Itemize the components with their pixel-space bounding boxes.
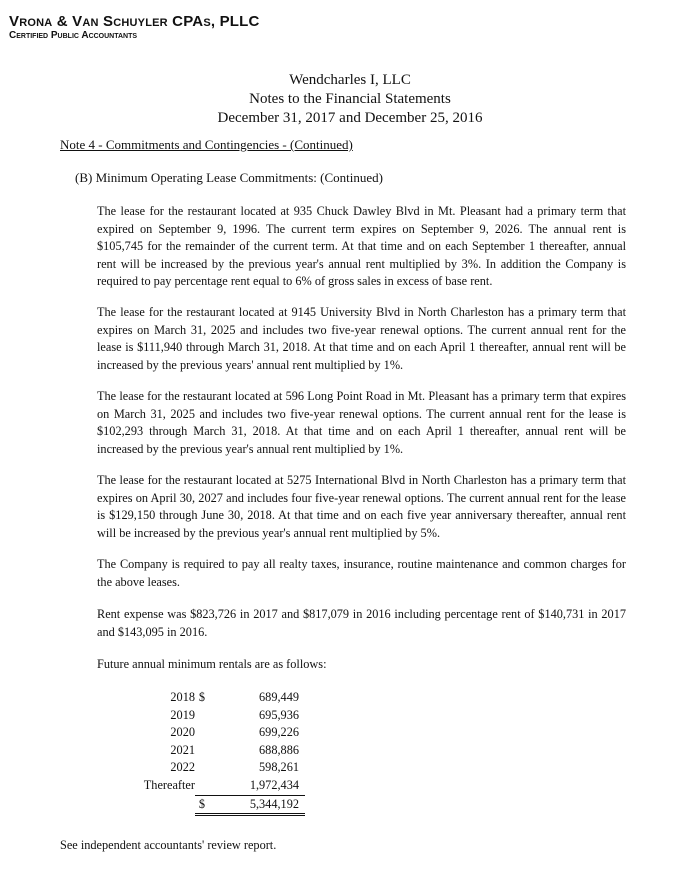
report-period: December 31, 2017 and December 25, 2016 (217, 110, 483, 126)
rental-amount: 1,972,434 (229, 777, 305, 795)
paragraph-rent-expense: Rent expense was $823,726 in 2017 and $817,079 in 2016 including percentage rent of $140,731 in 2017 and $143,095 in 2016. (97, 607, 626, 639)
future-rentals-table (120, 689, 305, 816)
review-report-footer: See independent accountants' review report. (60, 838, 277, 852)
rental-year: 2022 (170, 760, 195, 775)
rental-amount: 689,449 (259, 690, 299, 704)
rental-amount: 688,886 (259, 742, 299, 757)
paragraph-long-point-lease: The lease for the restaurant located at 596 Long Point Road in Mt. Pleasant has a primary term that expires on March 31, 2025 and includes two five-year renewal options. The current annual rent for the lease is $102,293 through March 31, 2018. At that time and on each April 1 thereafter, annual rent will be increased by the previous year's annual rent multiplied by 1%. (97, 389, 626, 456)
rental-year: 2021 (170, 742, 195, 757)
rental-year: 2018 (170, 690, 195, 704)
section-heading: (B) Minimum Operating Lease Commitments: (Continued) (75, 170, 383, 185)
rental-year: 2019 (170, 707, 195, 722)
rental-amount: 695,936 (259, 707, 299, 722)
paragraph-international-blvd-lease: The lease for the restaurant located at 5275 International Blvd in North Charleston has a primary term that expires on April 30, 2027 and includes four five-year renewal options. The current annual rent for the lease is $129,150 through June 30, 2018. At that time and on each five year anniversary thereafter, annual rent will be increased by the previous year's annual rent multiplied by 5%. (97, 473, 626, 540)
table-row (120, 707, 305, 725)
rental-year: Thereafter (143, 778, 195, 793)
company-name: Wendcharles I, LLC (289, 72, 411, 88)
paragraph-university-blvd-lease: The lease for the restaurant located at 9145 University Blvd in North Charleston has a primary term that expires on March 31, 2025 and includes two five-year renewal options. The current annual rent for the lease is $111,940 through March 31, 2018. At that time and on each April 1 thereafter, annual rent will be increased by the previous years' annual rent multiplied by 1%. (97, 305, 626, 372)
note-heading: Note 4 - Commitments and Contingencies - (Continued) (60, 137, 353, 152)
table-row (120, 742, 305, 760)
paragraph-future-rentals-intro: Future annual minimum rentals are as follows: (97, 657, 327, 671)
table-row (120, 724, 305, 742)
table-total-row (120, 795, 305, 815)
statement-title (200, 71, 500, 128)
table-row (120, 759, 305, 777)
firm-name: Vrona & Van Schuyler CPAs, PLLC (9, 13, 260, 30)
rental-amount: 699,226 (259, 725, 299, 740)
total-amount: 5,344,192 (229, 795, 305, 815)
report-name: Notes to the Financial Statements (249, 91, 451, 107)
firm-letterhead (9, 14, 260, 42)
firm-subtitle: Certified Public Accountants (9, 30, 138, 41)
currency-symbol: $ (198, 690, 206, 704)
rental-year: 2020 (170, 725, 195, 740)
table-row (120, 777, 305, 795)
table-row (120, 689, 305, 707)
currency-symbol: $ (198, 796, 206, 811)
paragraph-realty-charges: The Company is required to pay all realty taxes, insurance, routine maintenance and common charges for the above leases. (97, 557, 626, 589)
paragraph-chuck-dawley-lease: The lease for the restaurant located at 935 Chuck Dawley Blvd in Mt. Pleasant had a primary term that expired on September 9, 1996. The current term expires on September 9, 2026. The annual rent is $105,745 for the remainder of the current term. At that time and on each September 1 thereafter, annual rent will be increased by the previous year's annual rent multiplied by 3%. In addition the Company is required to pay percentage rent equal to 6% of gross sales in excess of base rent. (97, 204, 626, 289)
rental-amount: 598,261 (259, 760, 299, 775)
